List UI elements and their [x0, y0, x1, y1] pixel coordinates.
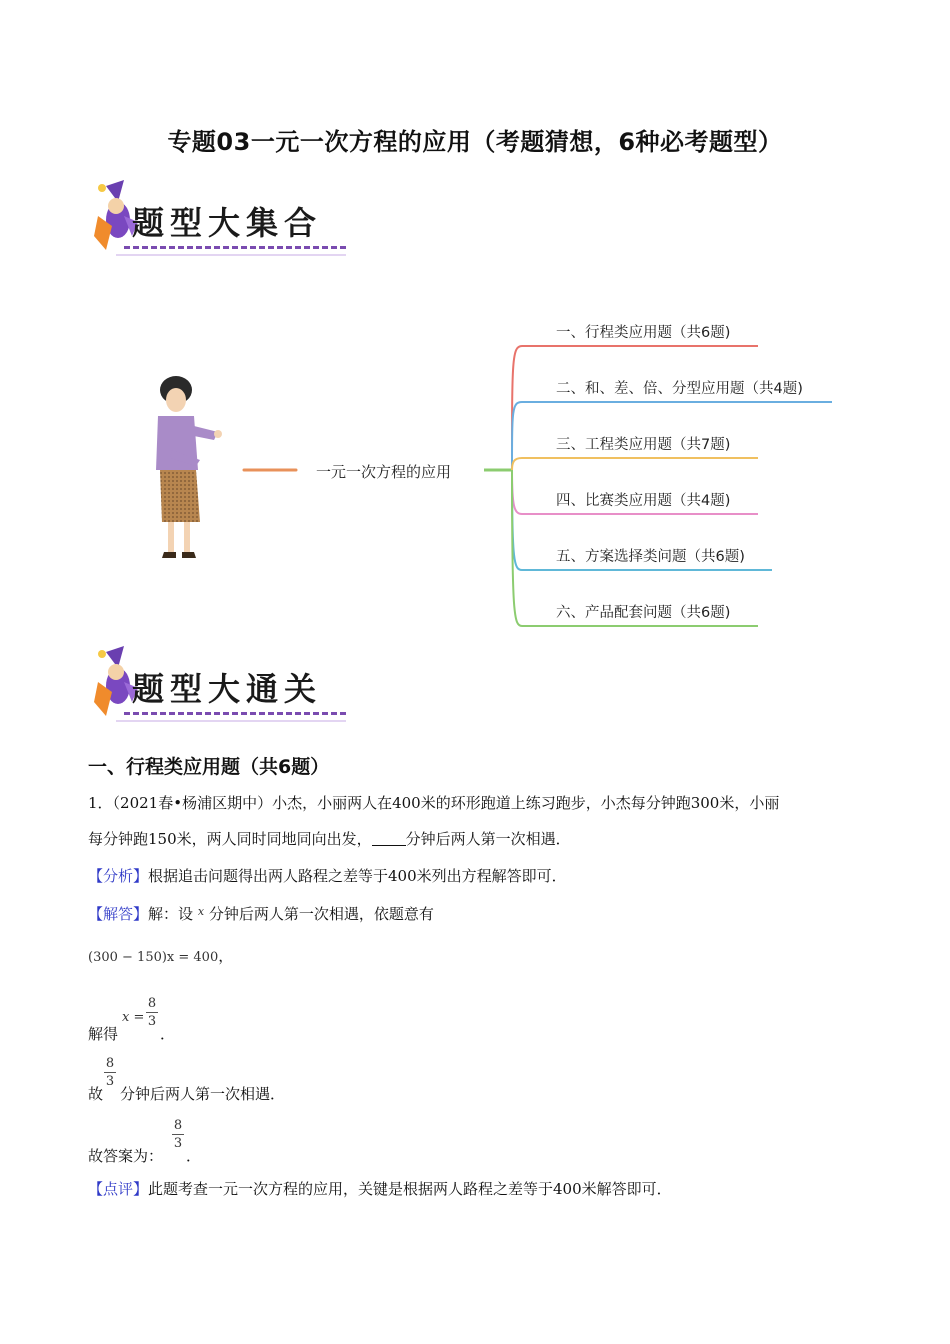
analysis-tag: 【分析】	[88, 867, 149, 885]
fraction-denominator: 3	[105, 1074, 115, 1089]
answer-prefix: 故答案为：	[88, 1147, 164, 1165]
answer-blank	[372, 831, 406, 846]
fraction-bar	[104, 1072, 116, 1073]
banner-underline	[116, 254, 346, 256]
problem-line-2-suffix: 分钟后两人第一次相遇．	[405, 830, 571, 848]
answer-period: ．	[186, 1147, 202, 1165]
problem-line-1: 1．（2021春•杨浦区期中）小杰，小丽两人在400米的环形跑道上练习跑步，小杰每分钟跑300米，小丽	[88, 794, 780, 812]
solve-prefix: 解得	[88, 1025, 119, 1043]
section-banner-collection	[88, 176, 358, 266]
comment-tag: 【点评】	[88, 1180, 149, 1198]
solve-period: ．	[160, 1025, 176, 1043]
fraction	[170, 1118, 186, 1151]
banner-title: 题型大通关	[132, 670, 323, 708]
analysis-text: 根据追击问题得出两人路程之差等于400米列出方程解答即可．	[148, 867, 567, 885]
fraction-numerator: 8	[173, 1118, 183, 1133]
solve-lhs: x =	[122, 1010, 145, 1025]
mind-map-branch: 二、和、差、倍、分型应用题（共4题)	[556, 381, 803, 397]
teacher-illustration-icon	[156, 376, 222, 558]
fraction-numerator: 8	[147, 996, 157, 1011]
banner-divider	[124, 712, 346, 715]
solution-tag: 【解答】	[88, 905, 149, 923]
mind-map-branch: 四、比赛类应用题（共4题)	[556, 493, 731, 509]
banner-underline	[116, 720, 346, 722]
fraction-bar	[172, 1134, 184, 1135]
fraction-bar	[146, 1012, 158, 1013]
solution-text-a: 解：设	[148, 905, 194, 923]
fraction	[144, 996, 160, 1029]
equation: (300 − 150)x = 400	[88, 950, 219, 965]
fraction	[102, 1056, 118, 1089]
mind-map-branch: 五、方案选择类问题（共6题)	[556, 549, 745, 565]
fraction-denominator: 3	[147, 1014, 157, 1029]
analysis-line	[88, 866, 567, 886]
solution-text-b: 分钟后两人第一次相遇，依题意有	[208, 905, 434, 923]
so-suffix: 分钟后两人第一次相遇．	[120, 1085, 286, 1103]
mind-map-connectors	[0, 300, 950, 640]
problem-line-2-text: 每分钟跑150米，两人同时同地同向出发，	[88, 830, 372, 848]
fraction-denominator: 3	[173, 1136, 183, 1151]
solution-line	[88, 902, 434, 924]
comment-line	[88, 1179, 672, 1199]
problem-line-2	[88, 829, 571, 849]
section-banner-practice	[88, 642, 358, 732]
mind-map-branch: 三、工程类应用题（共7题)	[556, 437, 731, 453]
fraction-numerator: 8	[105, 1056, 115, 1071]
so-prefix: 故	[88, 1085, 104, 1103]
mind-map	[0, 300, 950, 640]
equation-comma: ，	[218, 947, 234, 965]
banner-title: 题型大集合	[132, 204, 323, 242]
comment-text: 此题考查一元一次方程的应用，关键是根据两人路程之差等于400米解答即可．	[148, 1180, 672, 1198]
section-heading: 一、行程类应用题（共6题）	[88, 756, 330, 778]
equation-line	[88, 946, 233, 968]
solution-variable: x	[197, 905, 205, 918]
mind-map-branch: 一、行程类应用题（共6题)	[556, 325, 731, 341]
mind-map-center: 一元一次方程的应用	[316, 463, 452, 481]
banner-divider	[124, 246, 346, 249]
page-title: 专题03一元一次方程的应用（考题猜想，6种必考题型）	[167, 128, 783, 156]
mind-map-branch: 六、产品配套问题（共6题)	[556, 605, 731, 621]
